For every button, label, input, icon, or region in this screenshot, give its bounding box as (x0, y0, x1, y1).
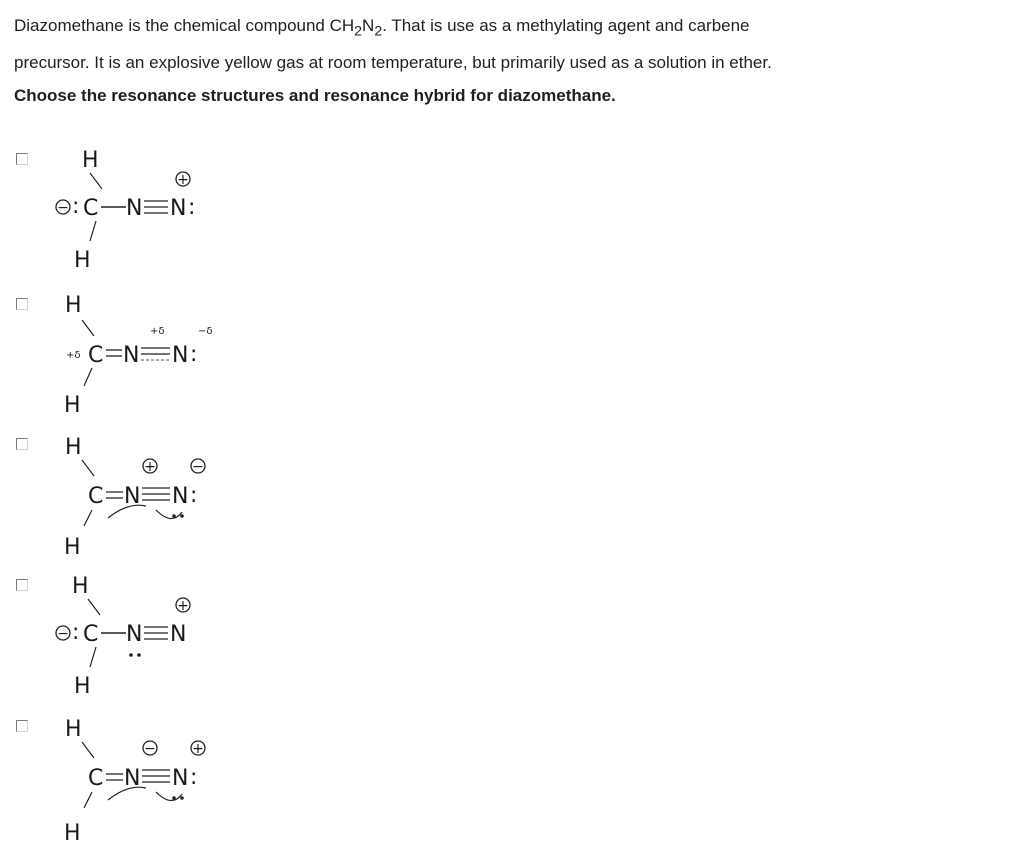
atom-n1: N (126, 622, 143, 647)
svg-text::: : (190, 342, 198, 367)
option-4[interactable] (16, 571, 316, 701)
svg-text:H: H (64, 393, 81, 418)
svg-text:H: H (64, 535, 81, 560)
svg-text:+: + (177, 598, 189, 614)
atom-h-top: H (82, 148, 99, 173)
svg-text:H: H (72, 574, 89, 599)
lone-pair-n2: : (188, 195, 196, 220)
partial-charge-n2: −δ (198, 326, 213, 337)
atom-n2: N (170, 622, 187, 647)
option-1-checkbox[interactable] (16, 153, 28, 165)
lone-pair-c: : (72, 194, 80, 219)
option-1-structure (46, 145, 286, 275)
option-1[interactable] (16, 145, 316, 275)
curved-arrow-icon (156, 510, 182, 519)
svg-text:−: − (144, 741, 156, 757)
svg-text::: : (72, 620, 80, 645)
atom-h-bottom: H (74, 248, 91, 273)
option-3[interactable] (16, 430, 316, 560)
svg-text:+: + (177, 172, 189, 188)
atom-n1: N (124, 484, 141, 509)
option-3-structure (46, 430, 286, 560)
svg-text:−: − (57, 200, 69, 216)
question-line-2: precursor. It is an explosive yellow gas at room temperature, but primarily used as a solution in ether. (14, 53, 772, 73)
option-2-checkbox[interactable] (16, 298, 28, 310)
question-prompt: Choose the resonance structures and resonance hybrid for diazomethane. (14, 86, 616, 106)
option-5-checkbox[interactable] (16, 720, 28, 732)
svg-text:+: + (192, 741, 204, 757)
partial-charge-c: +δ (66, 350, 81, 361)
atom-c: C (83, 196, 99, 221)
option-2[interactable] (16, 290, 316, 420)
svg-text:H: H (74, 674, 91, 699)
svg-text:−: − (57, 626, 69, 642)
svg-text:H: H (65, 717, 82, 742)
option-4-structure (46, 571, 286, 701)
svg-text::: : (190, 483, 198, 508)
curved-arrow-icon (156, 792, 182, 801)
svg-text:H: H (65, 293, 82, 318)
svg-text:H: H (65, 435, 82, 460)
atom-n1: N (123, 343, 140, 368)
option-3-checkbox[interactable] (16, 438, 28, 450)
atom-c: C (83, 622, 99, 647)
atom-n2: N (172, 343, 189, 368)
atom-n2: N (172, 766, 189, 791)
option-4-checkbox[interactable] (16, 579, 28, 591)
question-line-1: Diazomethane is the chemical compound $CH_2N_2$. That is use as a methylating agent and carbene (14, 16, 750, 40)
partial-charge-n1: +δ (150, 326, 165, 337)
bond-h-c-top (90, 173, 102, 189)
question-text (14, 10, 1014, 108)
atom-c: C (88, 484, 104, 509)
svg-text:−: − (192, 459, 204, 475)
atom-c: C (88, 343, 104, 368)
atom-n1: N (124, 766, 141, 791)
atom-c: C (88, 766, 104, 791)
svg-text::: : (190, 765, 198, 790)
svg-text:H: H (64, 821, 81, 846)
option-2-structure (46, 290, 286, 420)
option-5[interactable] (16, 712, 316, 846)
option-5-structure (46, 712, 286, 846)
atom-n2: N (172, 484, 189, 509)
bond-h-c-bottom (90, 221, 96, 241)
atom-n2: N (170, 196, 187, 221)
svg-text:+: + (144, 459, 156, 475)
atom-n1: N (126, 196, 143, 221)
